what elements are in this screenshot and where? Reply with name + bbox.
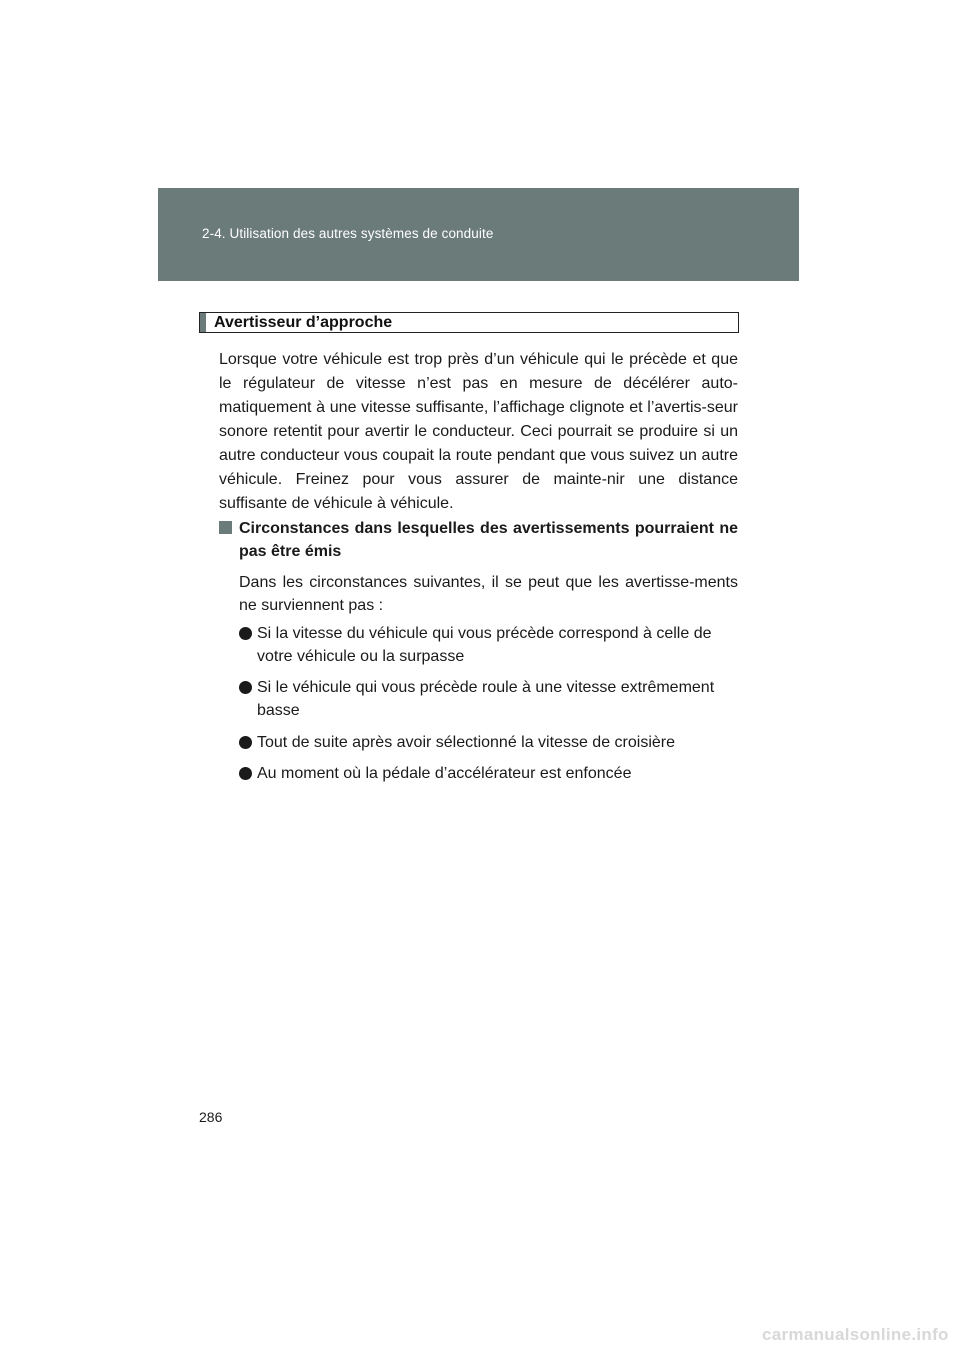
list-item-text: Si le véhicule qui vous précède roule à une vitesse extrêmement basse — [257, 679, 715, 719]
section-title-accent — [200, 313, 206, 332]
section-title-box — [199, 312, 739, 333]
circle-bullet-icon — [239, 736, 252, 749]
section-title: Avertisseur d’approche — [214, 314, 393, 331]
subsection-heading-text: Circonstances dans lesquelles des avertissements pourraient ne pas être émis — [239, 520, 738, 560]
square-bullet-icon — [219, 521, 232, 534]
circle-bullet-icon — [239, 767, 252, 780]
section-body-paragraph: Lorsque votre véhicule est trop près d’un véhicule qui le précède et que le régulateur de vitesse n’est pas en mesure de décélérer auto-matiquement à une vitesse suffisante, l’affichage clignote et l’avertis-seur sonore retentit pour avertir le conducteur. Ceci pourrait se produire si un autre conducteur vous coupait la route pendant que vous suivez un autre véhicule. Freinez pour vous assurer de mainte-nir une distance suffisante de véhicule à véhicule. — [219, 351, 738, 512]
subsection-intro: Dans les circonstances suivantes, il se peut que les avertisse-ments ne surviennent pas : — [239, 574, 738, 614]
circle-bullet-icon — [239, 681, 252, 694]
subsection-heading — [219, 517, 738, 563]
list-item — [239, 762, 738, 785]
list-item-text: Tout de suite après avoir sélectionné la vitesse de croisière — [257, 734, 675, 751]
watermark: carmanualsonline.info — [762, 1325, 949, 1344]
circle-bullet-icon — [239, 627, 252, 640]
list-item-text: Si la vitesse du véhicule qui vous précède correspond à celle de votre véhicule ou la surpasse — [257, 625, 712, 665]
list-item — [239, 731, 738, 754]
list-item-text: Au moment où la pédale d’accélérateur est enfoncée — [257, 765, 632, 782]
list-item — [239, 622, 738, 668]
list-item — [239, 676, 738, 722]
page-number: 286 — [199, 1109, 223, 1125]
chapter-section-label: 2-4. Utilisation des autres systèmes de conduite — [202, 226, 494, 241]
chapter-header-band — [158, 188, 799, 281]
